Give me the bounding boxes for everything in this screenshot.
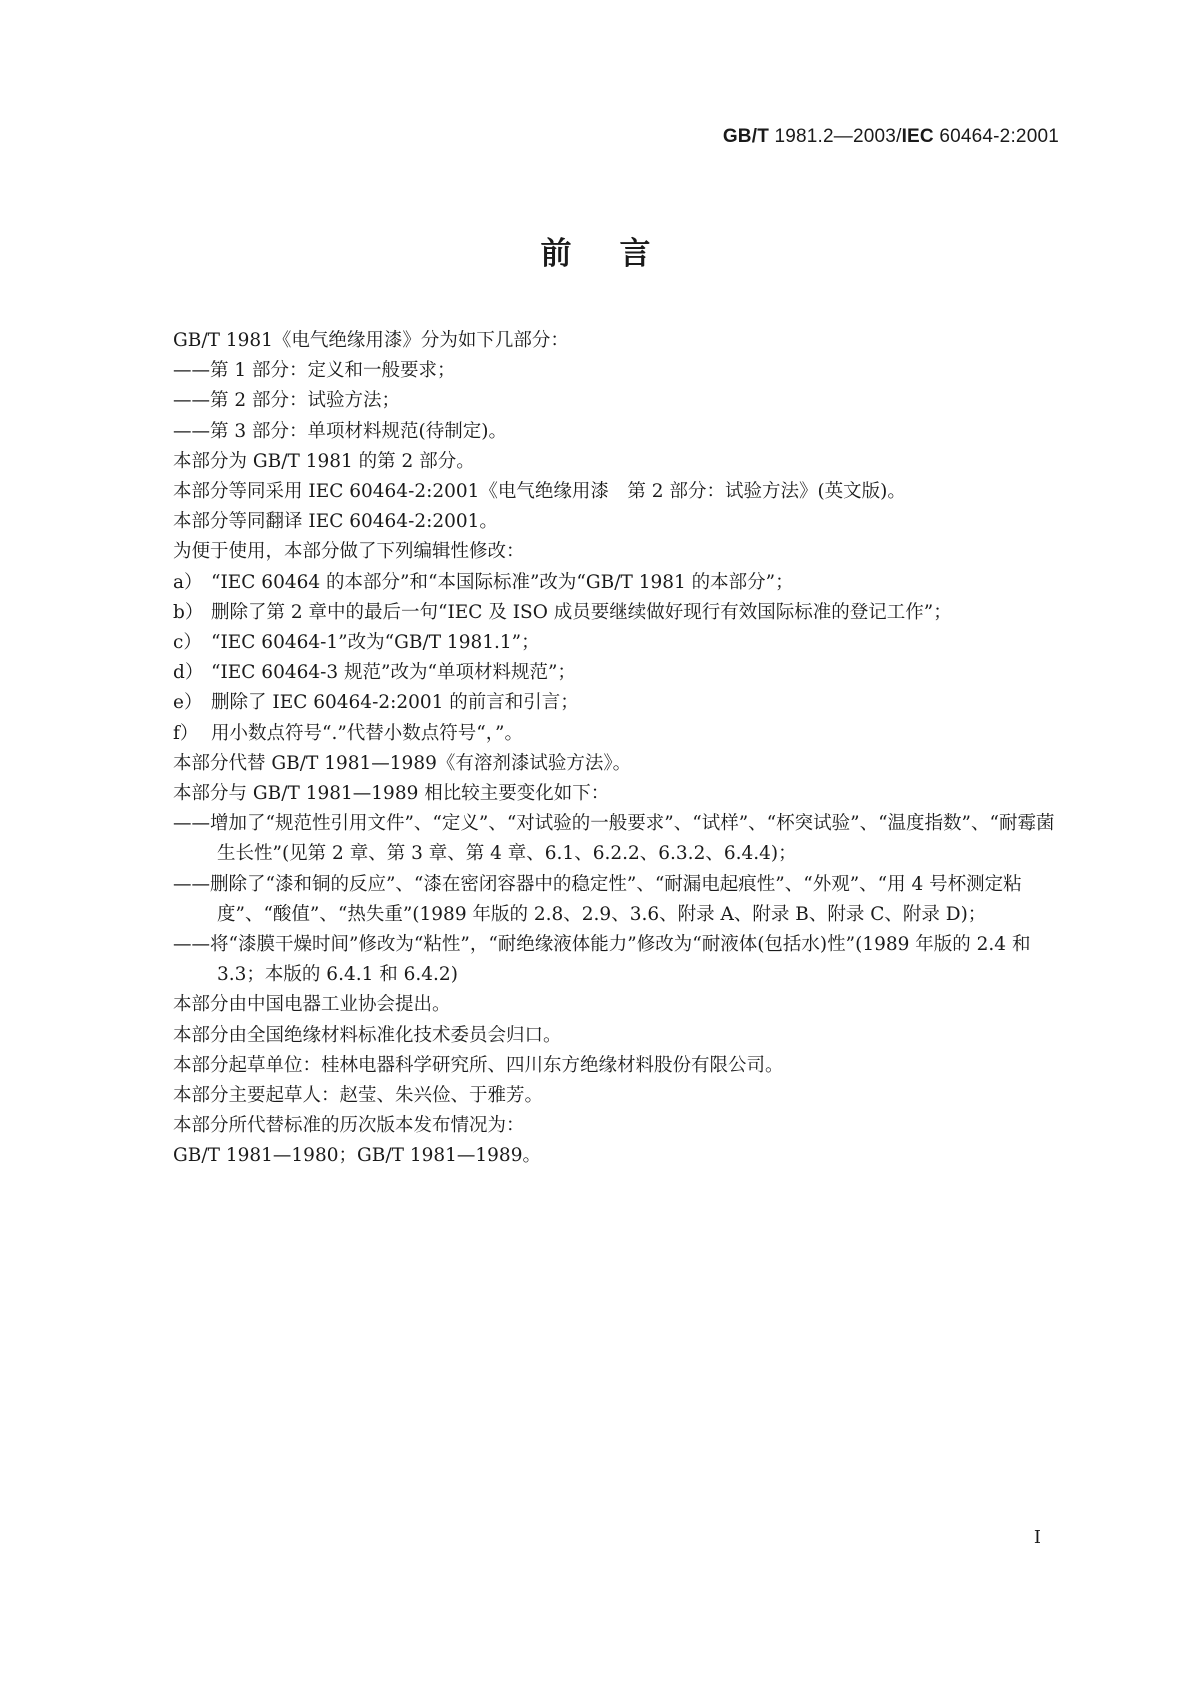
paragraph: 本部分主要起草人：赵莹、朱兴俭、于雅芳。 [173,1085,544,1107]
list-text: “IEC 60464-1”改为“GB/T 1981.1”； [211,632,540,654]
paragraph: GB/T 1981—1980；GB/T 1981—1989。 [173,1145,541,1167]
paragraph: 本部分为 GB/T 1981 的第 2 部分。 [173,450,475,472]
standard-code-header [723,126,1059,148]
list-marker: d） [173,662,204,684]
paragraph: 本部分所代替标准的历次版本发布情况为： [173,1115,525,1137]
list-marker: a） [173,571,203,593]
page-number: I [1033,1527,1041,1548]
paragraph: 本部分由全国绝缘材料标准化技术委员会归口。 [173,1024,562,1046]
paragraph: 本部分起草单位：桂林电器科学研究所、四川东方绝缘材料股份有限公司。 [173,1054,784,1076]
foreword-body [173,326,1061,1172]
change-list-item: ——增加了“规范性引用文件”、“定义”、“对试验的一般要求”、“试样”、“杯突试验”、“温度指数”、“耐霉菌生长性”(见第 2 章、第 3 章、第 4 章、6.1、6.2.2、6.3.2、6.4.4)； [173,813,1055,865]
list-text: “IEC 60464 的本部分”和“本国际标准”改为“GB/T 1981 的本部分”； [211,571,794,593]
change-list-item: ——将“漆膜干燥时间”修改为“粘性”，“耐绝缘液体能力”修改为“耐液体(包括水)性”(1989 年版的 2.4 和 3.3；本版的 6.4.1 和 6.4.2) [173,934,1031,986]
edit-list-item [173,688,1061,718]
paragraph: 本部分与 GB/T 1981—1989 相比较主要变化如下： [173,783,610,805]
paragraph: 本部分等同翻译 IEC 60464-2:2001。 [173,511,498,533]
change-list-item: ——删除了“漆和铜的反应”、“漆在密闭容器中的稳定性”、“耐漏电起痕性”、“外观”、“用 4 号杯测定粘度”、“酸值”、“热失重”(1989 年版的 2.8、2.9、3.6、附录 A、附录 B、附录 C、附录 D)； [173,873,1022,925]
list-text: 用小数点符号“.”代替小数点符号“，”。 [211,722,523,744]
list-text: “IEC 60464-3 规范”改为“单项材料规范”； [211,662,576,684]
header-iec-number: 60464-2:2001 [933,126,1059,147]
edit-list-item [173,568,1061,598]
list-marker: e） [173,692,203,714]
part-list-item: ——第 2 部分：试验方法； [173,390,401,412]
list-text: 删除了 IEC 60464-2:2001 的前言和引言； [211,692,579,714]
edit-list-item [173,719,1061,749]
list-text: 删除了第 2 章中的最后一句“IEC 及 ISO 成员要继续做好现行有效国际标准的登记工作”； [211,601,952,623]
header-iec: IEC [901,126,934,147]
page-title: 前言 [540,236,699,272]
part-list-item: ——第 3 部分：单项材料规范(待制定)。 [173,420,507,442]
edit-list-item [173,658,1061,688]
list-marker: c） [173,632,202,654]
list-marker: f） [173,722,199,744]
paragraph: 本部分由中国电器工业协会提出。 [173,994,451,1016]
part-list-item: ——第 1 部分：定义和一般要求； [173,360,456,382]
paragraph: 为便于使用，本部分做了下列编辑性修改： [173,541,525,563]
header-gbt: GB/T [722,126,770,147]
edit-list-item [173,628,1061,658]
paragraph: 本部分等同采用 IEC 60464-2:2001《电气绝缘用漆 第 2 部分：试验方法》(英文版)。 [173,481,906,503]
header-number: 1981.2—2003/ [769,126,902,147]
list-marker: b） [173,601,204,623]
edit-list-item [173,598,1061,628]
paragraph: 本部分代替 GB/T 1981—1989《有溶剂漆试验方法》。 [173,752,632,774]
paragraph: GB/T 1981《电气绝缘用漆》分为如下几部分： [173,330,569,351]
